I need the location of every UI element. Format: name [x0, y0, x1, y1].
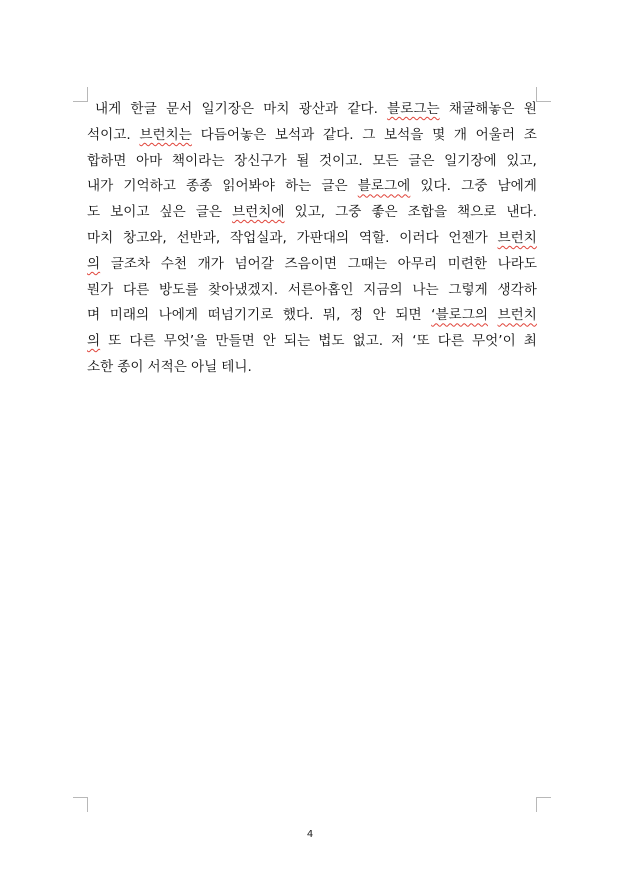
- word: 책이라는: [171, 152, 225, 169]
- word: 언젠가: [448, 229, 488, 246]
- word: 작업실과,: [229, 229, 287, 246]
- word: 무엇’이: [471, 333, 516, 350]
- word: 뭐,: [322, 307, 341, 324]
- text-line: [87, 252, 537, 278]
- word: 모든: [372, 152, 399, 169]
- word: 이러다: [399, 229, 439, 246]
- word: 몇: [432, 126, 446, 143]
- word: 다른: [129, 333, 156, 350]
- word: 며: [87, 307, 101, 324]
- body-paragraph[interactable]: [87, 97, 537, 381]
- word: 것이고.: [319, 152, 363, 169]
- word: 소한: [87, 358, 114, 375]
- word: 있다.: [420, 178, 452, 195]
- crop-mark-bottom-right: [536, 797, 551, 812]
- word: 서른아홉인: [287, 281, 354, 298]
- misspelled-word: 의: [87, 255, 101, 272]
- text-line: [87, 97, 537, 123]
- text-line: [87, 200, 537, 226]
- word: 창고와,: [123, 229, 167, 246]
- word: 정: [349, 307, 364, 324]
- word: 안: [372, 307, 386, 324]
- page-number: 4: [306, 829, 314, 840]
- word: 법도: [318, 333, 345, 350]
- word: 조합을: [407, 204, 448, 221]
- word: 같다.: [322, 126, 354, 143]
- word: 일기장은: [201, 101, 254, 117]
- word: 수천: [160, 255, 187, 272]
- text-line: [87, 123, 537, 149]
- word: 다른: [123, 281, 150, 298]
- word: 찾아냈겠지.: [208, 281, 279, 298]
- word: 마치: [87, 229, 114, 246]
- word: 광산과: [298, 101, 339, 117]
- word: 일기장에: [444, 152, 497, 169]
- word: 나는: [412, 281, 439, 298]
- word: 그렇게: [448, 281, 488, 298]
- word: 아무리: [397, 255, 437, 272]
- word: 글은: [321, 178, 348, 195]
- word: 채굴해놓은: [448, 101, 515, 117]
- word: 떠넘기기로: [207, 307, 274, 324]
- word: 그중: [335, 204, 362, 221]
- word: 가판대의: [296, 229, 350, 246]
- misspelled-word: 브런치는: [139, 126, 192, 143]
- text-line: [87, 329, 537, 355]
- word: 보석을: [384, 126, 424, 143]
- word: 미래의: [109, 307, 150, 324]
- text-line: [87, 149, 537, 175]
- word: 보석과: [274, 126, 315, 143]
- word: 낸다.: [506, 204, 537, 221]
- word: 뭔가: [87, 281, 114, 298]
- word: 넘어갈: [234, 255, 274, 272]
- word: 아마: [136, 152, 163, 169]
- word: 방도를: [159, 281, 199, 298]
- word: 남에게: [497, 178, 537, 195]
- misspelled-word: 블로그에: [357, 178, 411, 195]
- word: 그때는: [347, 255, 387, 272]
- word: 석이고.: [87, 126, 131, 143]
- word: 있고,: [506, 152, 537, 169]
- word: 나에게: [158, 307, 199, 324]
- crop-mark-top-left: [73, 87, 88, 102]
- word: 읽어봐야: [222, 178, 275, 195]
- word: 서적은: [147, 358, 187, 375]
- word: 내가: [87, 178, 114, 195]
- word: 되는: [283, 333, 311, 350]
- misspelled-word: ‘블로그의: [431, 307, 488, 324]
- word: 내게: [95, 101, 122, 117]
- word: 최: [523, 333, 537, 350]
- misspelled-word: 브런치: [497, 307, 537, 324]
- word: 또: [108, 333, 122, 350]
- word: 하는: [285, 178, 312, 195]
- misspelled-word: 의: [87, 333, 101, 350]
- word: 장신구가: [234, 152, 287, 169]
- word: 기억하고: [123, 178, 176, 195]
- word: 조: [523, 126, 537, 143]
- word: 있고,: [294, 204, 326, 221]
- word: 어울러: [475, 126, 516, 143]
- word: 되면: [395, 307, 422, 324]
- word: 생각하: [497, 281, 537, 298]
- word: 합하면: [87, 152, 127, 169]
- word: 안: [262, 333, 276, 350]
- text-line: [87, 355, 537, 381]
- word: 그중: [461, 178, 488, 195]
- word: 없고.: [352, 333, 384, 350]
- word: 다른: [437, 333, 464, 350]
- word: 나라도: [497, 255, 537, 272]
- word: 테니.: [221, 358, 252, 375]
- misspelled-word: 브런치에: [232, 204, 285, 221]
- word: 글은: [408, 152, 435, 169]
- word: 종종: [186, 178, 213, 195]
- crop-mark-top-right: [536, 87, 551, 102]
- word: 즈음이면: [284, 255, 337, 272]
- word: ‘또: [412, 333, 430, 350]
- word: 도: [87, 204, 101, 221]
- misspelled-word: 블로그는: [387, 101, 440, 117]
- word: 문서: [165, 101, 193, 117]
- word: 다듬어놓은: [200, 126, 267, 143]
- word: 원: [523, 101, 537, 117]
- word: 마치: [263, 101, 290, 117]
- word: 역할.: [358, 229, 390, 246]
- word: 같다.: [347, 101, 378, 117]
- misspelled-word: 브런치: [497, 229, 537, 246]
- word: 그: [362, 126, 376, 143]
- word: 될: [296, 152, 310, 169]
- word: 종이: [117, 358, 144, 375]
- word: 글은: [195, 204, 223, 221]
- word: 했다.: [282, 307, 314, 324]
- word: 책으로: [457, 204, 497, 221]
- word: 선반과,: [176, 229, 221, 246]
- word: 저: [391, 333, 405, 350]
- word: 개가: [197, 255, 224, 272]
- word: 아닐: [190, 358, 218, 375]
- text-line: [87, 303, 537, 329]
- crop-mark-bottom-left: [73, 797, 88, 812]
- word: 좋은: [371, 204, 398, 221]
- word: 개: [453, 126, 467, 143]
- word: 무엇’을: [163, 333, 208, 350]
- word: 글조차: [110, 255, 151, 272]
- text-line: [87, 226, 537, 252]
- word: 보이고: [110, 204, 150, 221]
- word: 미련한: [447, 255, 487, 272]
- word: 싶은: [159, 204, 186, 221]
- word: 만들면: [215, 333, 255, 350]
- word: 한글: [130, 101, 157, 117]
- text-line: [87, 278, 537, 304]
- word: 지금의: [363, 281, 403, 298]
- text-line: [87, 174, 537, 200]
